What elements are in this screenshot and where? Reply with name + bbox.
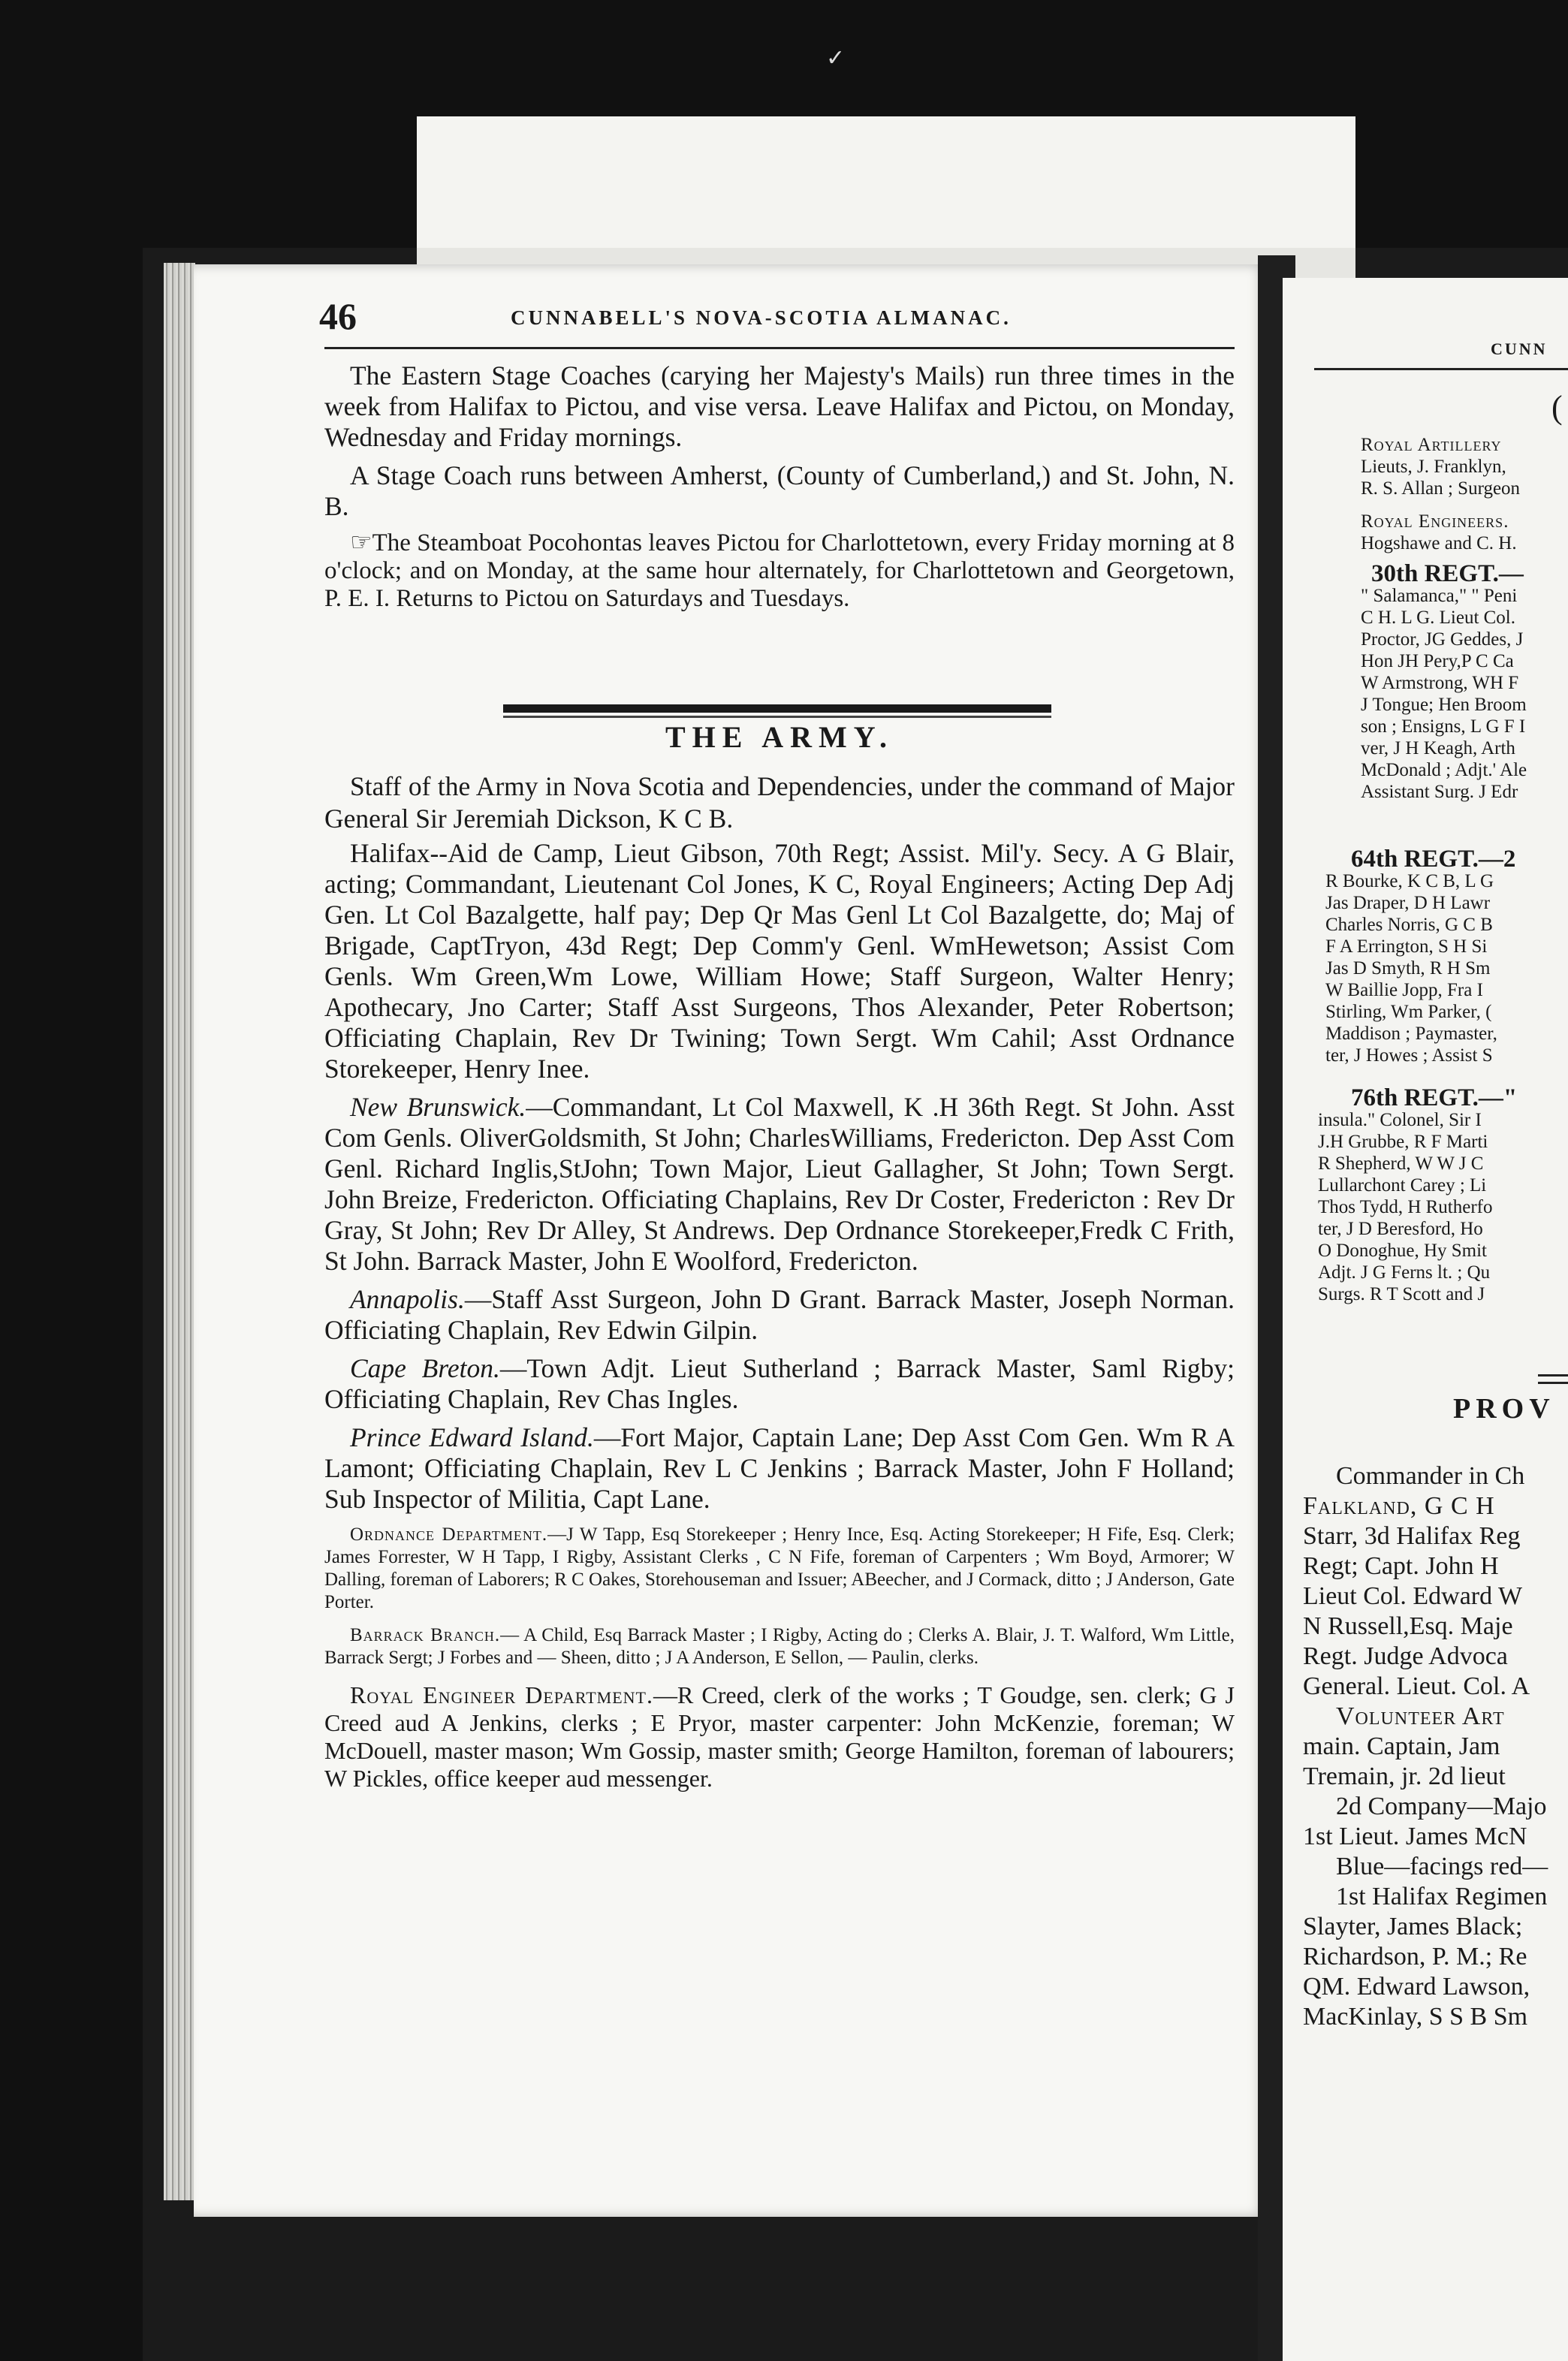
right-corner-letter: ( bbox=[1551, 389, 1563, 426]
annapolis-heading: Annapolis. bbox=[350, 1284, 465, 1314]
right-section-rule-b bbox=[1538, 1382, 1568, 1384]
steamboat-notice: ☞The Steamboat Pocohontas leaves Pictou for Charlottetown, every Friday morning at 8 o'clock; and on Monday, at the same hour alternately, for Charlottetown and Georgetown, P. E. I. Returns to Pictou on Saturdays and Tuesdays. bbox=[324, 529, 1235, 612]
cape-breton-staff bbox=[324, 1353, 1235, 1415]
barrack-heading: Barrack Branch. bbox=[350, 1625, 501, 1645]
right-line: Royal Engineers. bbox=[1361, 511, 1509, 532]
staff-intro: Staff of the Army in Nova Scotia and Dependencies, under the command of Major General Sir Jeremiah Dickson, K C B. bbox=[324, 771, 1235, 834]
right-30th-block bbox=[1361, 560, 1527, 803]
right-line: O Donoghue, Hy Smit bbox=[1318, 1241, 1487, 1261]
right-line: Thos Tydd, H Rutherfo bbox=[1318, 1197, 1493, 1217]
right-line: Commander in Ch bbox=[1336, 1462, 1525, 1490]
right-line: main. Captain, Jam bbox=[1303, 1732, 1500, 1760]
section-rule-thick bbox=[503, 704, 1051, 713]
right-line: General. Lieut. Col. A bbox=[1303, 1672, 1530, 1700]
pei-heading: Prince Edward Island. bbox=[350, 1422, 594, 1452]
right-line: R. S. Allan ; Surgeon bbox=[1361, 478, 1521, 499]
right-line: 2d Company—Majo bbox=[1336, 1793, 1547, 1820]
right-line: Falkland, G C H bbox=[1303, 1492, 1495, 1520]
right-line: 1st Halifax Regimen bbox=[1336, 1883, 1548, 1910]
pei-text: —Fort Major, Captain Lane; Dep Asst Com Gen. Wm R A Lamont; Officiating Chaplain, Rev L C Jenkins ; Barrack Master, John F Holland; Sub Inspector of Militia, Capt Lane. bbox=[324, 1422, 1235, 1514]
right-line: Stirling, Wm Parker, ( bbox=[1325, 1002, 1492, 1022]
right-line: Proctor, JG Geddes, J bbox=[1361, 629, 1524, 650]
right-line: " Salamanca," " Peni bbox=[1361, 586, 1518, 606]
right-line: ter, J D Beresford, Ho bbox=[1318, 1219, 1483, 1239]
right-line: Charles Norris, G C B bbox=[1325, 915, 1493, 935]
right-line: Hogshawe and C. H. bbox=[1361, 533, 1517, 553]
annapolis-staff bbox=[324, 1284, 1235, 1346]
right-line: Regt. Judge Advoca bbox=[1303, 1642, 1508, 1670]
ordnance-text: —J W Tapp, Esq Storekeeper ; Henry Ince, Esq. Acting Storekeeper; H Fife, Esq. Clerk; James Forrester, W H Tapp, I Rigby, Assistant Clerks , C N Fife, foreman of Carpenters ; Wm Boyd, Armorer; W Dalling, foreman of Laborers; R C Oakes, Storehouseman and Issuer; ABeecher, and J Cormack, ditto ; J Anderson, Gate Porter. bbox=[324, 1524, 1235, 1612]
right-line: Slayter, James Black; bbox=[1303, 1913, 1523, 1940]
barrack-branch bbox=[324, 1624, 1235, 1669]
right-engineers-block bbox=[1361, 511, 1517, 554]
new-brunswick-heading: New Brunswick. bbox=[350, 1092, 526, 1122]
right-provincial-block bbox=[1303, 1461, 1548, 2032]
right-30th-heading: 30th REGT.— bbox=[1371, 560, 1524, 587]
right-line: son ; Ensigns, L G F I bbox=[1361, 716, 1526, 737]
right-line: R Shepherd, W W J C bbox=[1318, 1153, 1484, 1174]
right-line: ver, J H Keagh, Arth bbox=[1361, 738, 1515, 758]
stage-coach-block bbox=[324, 360, 1235, 613]
right-line: Maddison ; Paymaster, bbox=[1325, 1024, 1497, 1044]
right-line: Surgs. R T Scott and J bbox=[1318, 1284, 1485, 1304]
right-line: Jas D Smyth, R H Sm bbox=[1325, 958, 1491, 978]
barrack-text: — A Child, Esq Barrack Master ; I Rigby, Acting do ; Clerks A. Blair, J. T. Walford, Wm Little, Barrack Sergt; J Forbes and — Sheen, ditto ; J A Anderson, E Sellon, — Paulin, clerks. bbox=[324, 1625, 1235, 1668]
right-line: Lieut Col. Edward W bbox=[1303, 1582, 1523, 1610]
right-line: W Armstrong, WH F bbox=[1361, 673, 1519, 693]
right-line: ter, J Howes ; Assist S bbox=[1325, 1045, 1493, 1066]
right-64th-heading: 64th REGT.—2 bbox=[1351, 846, 1516, 873]
section-title-army: THE ARMY. bbox=[665, 720, 894, 754]
stray-mark: ✓ bbox=[826, 46, 846, 71]
right-line: W Baillie Jopp, Fra I bbox=[1325, 980, 1483, 1000]
annapolis-text: —Staff Asst Surgeon, John D Grant. Barrack Master, Joseph Norman. Officiating Chaplain, Rev Edwin Gilpin. bbox=[324, 1284, 1235, 1345]
right-line: C H. L G. Lieut Col. bbox=[1361, 608, 1516, 628]
right-line: R Bourke, K C B, L G bbox=[1325, 871, 1494, 891]
halifax-staff: Halifax--Aid de Camp, Lieut Gibson, 70th Regt; Assist. Mil'y. Secy. A G Blair, acting; Commandant, Lieutenant Col Jones, K C, Royal Engineers; Acting Dep Adj Gen. Lt Col Bazalgette, half pay; Dep Qr Mas Genl Lt Col Bazalgette, do; Maj of Brigade, CaptTryon, 43d Regt; Dep Comm'y Genl. WmHewetson; Assist Com Genls. Wm Green,Wm Lowe, William Howe; Staff Surgeon, Walter Henry; Apothecary, Jno Carter; Staff Asst Surgeons, Thos Alexander, Peter Robertson; Officiating Chaplain, Rev Dr Twining; Town Sergt. Wm Cahil; Asst Ordnance Storekeeper, Henry Inee. bbox=[324, 838, 1235, 1084]
cape-breton-heading: Cape Breton. bbox=[350, 1353, 500, 1383]
right-line: QM. Edward Lawson, bbox=[1303, 1973, 1530, 2001]
page-number: 46 bbox=[319, 295, 357, 337]
right-line: Blue—facings red— bbox=[1336, 1853, 1548, 1880]
right-line: Starr, 3d Halifax Reg bbox=[1303, 1522, 1521, 1550]
ordnance-department bbox=[324, 1524, 1235, 1614]
right-line: J.H Grubbe, R F Marti bbox=[1318, 1132, 1488, 1152]
pei-staff bbox=[324, 1422, 1235, 1515]
right-line: Hon JH Pery,P C Ca bbox=[1361, 651, 1514, 671]
right-line: Royal Artillery bbox=[1361, 435, 1502, 455]
right-64th-block bbox=[1325, 846, 1516, 1066]
right-line: Richardson, P. M.; Re bbox=[1303, 1943, 1527, 1971]
right-line: Jas Draper, D H Lawr bbox=[1325, 893, 1491, 913]
stage-coach-amherst: A Stage Coach runs between Amherst, (County of Cumberland,) and St. John, N. B. bbox=[324, 460, 1235, 521]
page-edges bbox=[164, 263, 195, 2200]
right-line: J Tongue; Hen Broom bbox=[1361, 695, 1527, 715]
new-brunswick-staff bbox=[324, 1092, 1235, 1277]
cape-breton-text: —Town Adjt. Lieut Sutherland ; Barrack Master, Saml Rigby; Officiating Chaplain, Rev Chas Ingles. bbox=[324, 1353, 1235, 1414]
right-76th-block bbox=[1318, 1084, 1518, 1305]
ordnance-heading: Ordnance Department. bbox=[350, 1524, 548, 1545]
right-line: N Russell,Esq. Maje bbox=[1303, 1612, 1513, 1640]
right-header-rule bbox=[1314, 368, 1568, 370]
right-line: Tremain, jr. 2d lieut bbox=[1303, 1762, 1506, 1790]
right-line: insula." Colonel, Sir I bbox=[1318, 1110, 1482, 1130]
right-section-title: PROV bbox=[1453, 1393, 1555, 1425]
right-line: Regt; Capt. John H bbox=[1303, 1552, 1499, 1580]
royal-engineer-text: —R Creed, clerk of the works ; T Goudge, sen. clerk; G J Creed aud A Jenkins, clerks ; E Pryor, master carpenter: John McKenzie, foreman; W McDouell, master mason; Wm Gossip, master smith; George Hamilton, foreman of labourers; W Pickles, office keeper aud messenger. bbox=[324, 1681, 1235, 1792]
header-rule bbox=[324, 347, 1235, 349]
right-line: Adjt. J G Ferns lt. ; Qu bbox=[1318, 1262, 1491, 1283]
running-head: CUNNABELL'S NOVA-SCOTIA ALMANAC. bbox=[511, 306, 1012, 329]
right-line: Lullarchont Carey ; Li bbox=[1318, 1175, 1487, 1196]
right-artillery-block bbox=[1361, 434, 1520, 499]
right-line: F A Errington, S H Si bbox=[1325, 936, 1488, 957]
new-brunswick-text: —Commandant, Lt Col Maxwell, K .H 36th Regt. St John. Asst Com Genls. OliverGoldsmith, St John; CharlesWilliams, Fredericton. Dep Asst Com Genl. Richard Inglis,StJohn; Town Major, Lieut Gallagher, St John; Town Sergt. John Breize, Fredericton. Officiating Chaplains, Rev Dr Coster, Fredericton : Rev Dr Gray, St John; Rev Dr Alley, St Andrews. Dep Ordnance Storekeeper,Fredk C Frith, St John. Barrack Master, John E Woolford, Fredericton. bbox=[324, 1092, 1235, 1276]
army-block bbox=[324, 770, 1235, 1793]
section-rule-thin bbox=[503, 716, 1051, 718]
right-line: MacKinlay, S S B Sm bbox=[1303, 2003, 1528, 2031]
right-line: Lieuts, J. Franklyn, bbox=[1361, 457, 1506, 477]
right-line: Volunteer Art bbox=[1336, 1702, 1505, 1730]
right-line: 1st Lieut. James McN bbox=[1303, 1823, 1527, 1850]
right-section-rule-a bbox=[1538, 1374, 1568, 1376]
right-line: McDonald ; Adjt.' Ale bbox=[1361, 760, 1527, 780]
royal-engineer-heading: Royal Engineer Department. bbox=[350, 1681, 653, 1708]
right-running-head: CUNN bbox=[1491, 339, 1548, 358]
royal-engineer-department bbox=[324, 1681, 1235, 1793]
stage-coach-eastern: The Eastern Stage Coaches (carying her Majesty's Mails) run three times in the week from Halifax to Pictou, and vise versa. Leave Halifax and Pictou, on Monday, Wednesday and Friday mornings. bbox=[324, 360, 1235, 452]
right-line: Assistant Surg. J Edr bbox=[1361, 782, 1518, 802]
right-76th-heading: 76th REGT.—" bbox=[1351, 1084, 1518, 1111]
